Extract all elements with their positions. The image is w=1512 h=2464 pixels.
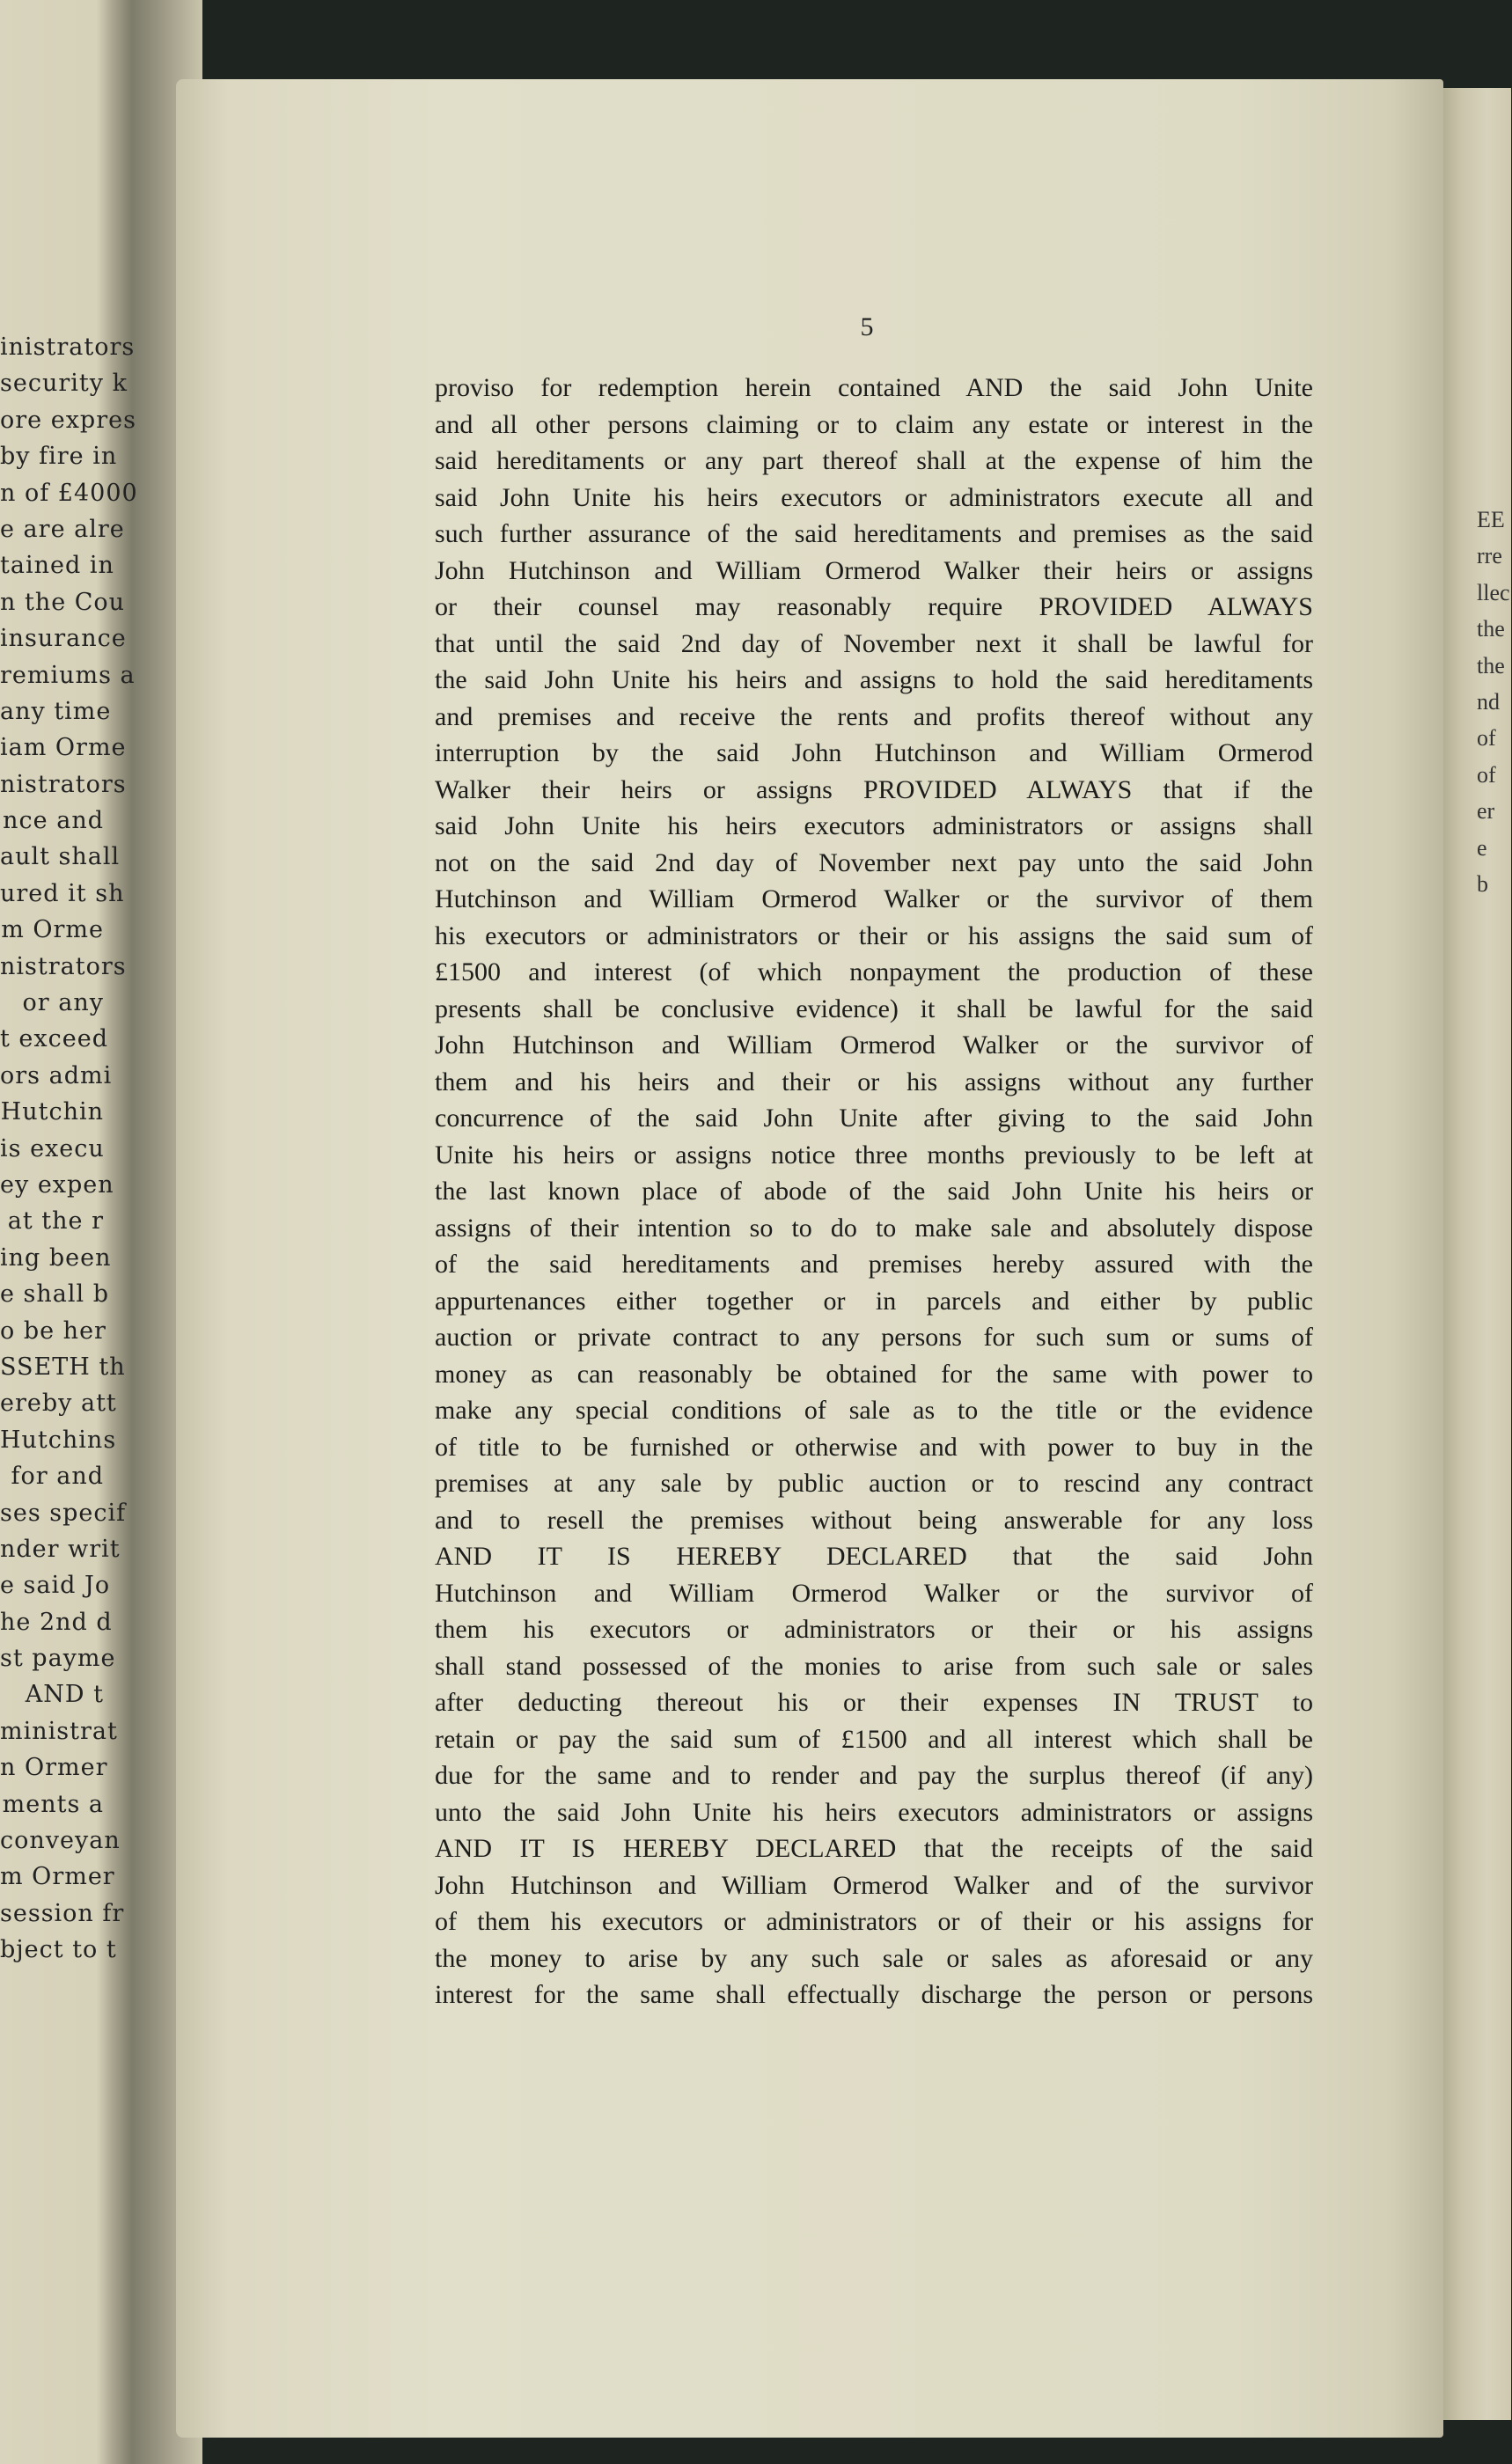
text-line: nce and bbox=[3, 807, 104, 835]
text-line: o be her bbox=[0, 1316, 106, 1345]
text-line: that until the said 2nd day of November next it shall be lawful for bbox=[435, 628, 1313, 658]
text-line: money as can reasonably be obtained for the same with power to bbox=[435, 1359, 1313, 1389]
text-line: the last known place of abode of the said John Unite his heirs or bbox=[435, 1177, 1313, 1206]
text-line: not on the said 2nd day of November next pay unto the said John bbox=[435, 847, 1313, 877]
text-line: remiums a bbox=[0, 661, 136, 689]
text-line: ing been bbox=[0, 1243, 112, 1272]
text-line: insurance bbox=[0, 625, 127, 653]
text-line: SSETH th bbox=[0, 1353, 126, 1381]
text-line: he 2nd d bbox=[0, 1608, 113, 1636]
text-line: and premises and receive the rents and profits thereof without any bbox=[435, 701, 1313, 731]
text-line: nd bbox=[1477, 688, 1500, 715]
left-facing-page bbox=[0, 0, 202, 2464]
text-line: make any special conditions of sale as to the title or the evidence bbox=[435, 1396, 1313, 1425]
text-line: st payme bbox=[0, 1645, 116, 1673]
text-line: concurrence of the said John Unite after giving to the said John bbox=[435, 1104, 1313, 1133]
text-line: said John Unite his heirs executors or administrators execute all and bbox=[435, 482, 1313, 512]
text-line: inistrators bbox=[0, 334, 136, 361]
text-line: auction or private contract to any persons for such sum or sums of bbox=[435, 1323, 1313, 1352]
text-line: proviso for redemption herein contained AND the said John Unite bbox=[435, 373, 1313, 402]
text-line: ured it sh bbox=[0, 879, 125, 907]
text-line: of them his executors or administrators or of their or his assigns for bbox=[435, 1907, 1313, 1936]
text-line: Hutchinson and William Ormerod Walker or the survivor of bbox=[435, 1578, 1313, 1608]
text-line: due for the same and to render and pay the surplus thereof (if any) bbox=[435, 1761, 1313, 1790]
right-page-text bbox=[1477, 502, 1512, 902]
text-line: or their counsel may reasonably require PROVIDED ALWAYS bbox=[435, 592, 1313, 621]
text-line: shall stand possessed of the monies to arise from such sale or sales bbox=[435, 1651, 1313, 1681]
text-line: after deducting thereout his or their expenses IN TRUST to bbox=[435, 1688, 1313, 1717]
text-line: for and bbox=[11, 1463, 104, 1491]
text-line: at the r bbox=[7, 1207, 104, 1236]
text-line: them his executors or administrators or their or his assigns bbox=[435, 1615, 1313, 1644]
text-line: tained in bbox=[0, 552, 114, 580]
page-number: 5 bbox=[860, 312, 874, 341]
text-line: er bbox=[1477, 798, 1495, 825]
text-line: e are alre bbox=[0, 515, 125, 543]
text-line: ey expen bbox=[0, 1170, 114, 1199]
text-line: appurtenances either together or in parcels and either by public bbox=[435, 1286, 1313, 1316]
text-line: retain or pay the said sum of £1500 and all interest which shall be bbox=[435, 1724, 1313, 1754]
scan-background bbox=[0, 0, 1511, 84]
text-line: the said John Unite his heirs and assigns to hold the said hereditaments bbox=[435, 665, 1313, 694]
text-line: of bbox=[1477, 725, 1496, 752]
text-line: interruption by the said John Hutchinson and William Ormerod bbox=[435, 738, 1313, 767]
text-line: AND IT IS HEREBY DECLARED that the receipts of the said bbox=[435, 1834, 1313, 1863]
text-line: ors admi bbox=[0, 1061, 113, 1089]
text-line: and all other persons claiming or to claim any estate or interest in the bbox=[435, 409, 1313, 439]
text-line: rre bbox=[1477, 543, 1502, 569]
text-line: John Hutchinson and William Ormerod Walker or the survivor of bbox=[435, 1030, 1313, 1060]
text-line: ore expres bbox=[0, 406, 136, 434]
text-line: of the said hereditaments and premises hereby assured with the bbox=[435, 1250, 1313, 1279]
text-line: such further assurance of the said hereditaments and premises as the said bbox=[435, 519, 1313, 548]
text-line: EE bbox=[1477, 507, 1505, 532]
text-line: interest for the same shall effectually discharge the person or persons bbox=[435, 1980, 1313, 2009]
text-line: nistrators bbox=[0, 770, 127, 798]
text-line: of bbox=[1477, 761, 1496, 788]
text-line: e shall b bbox=[0, 1280, 110, 1309]
text-line: ereby att bbox=[0, 1390, 117, 1418]
text-line: n the Cou bbox=[0, 588, 126, 616]
text-line: presents shall be conclusive evidence) it shall be lawful for the said bbox=[435, 994, 1313, 1023]
text-line: n of £4000 bbox=[0, 479, 138, 507]
text-line: ses specif bbox=[0, 1499, 127, 1527]
text-line: bject to t bbox=[0, 1936, 117, 1964]
text-line: Walker their heirs or assigns PROVIDED ALWAYS that if the bbox=[435, 774, 1313, 804]
text-line: or any bbox=[22, 989, 104, 1017]
text-line: t exceed bbox=[0, 1025, 109, 1053]
text-line: any time bbox=[0, 697, 112, 725]
text-line: said John Unite his heirs executors administrators or assigns shall bbox=[435, 811, 1313, 840]
text-line: and to resell the premises without being answerable for any loss bbox=[435, 1505, 1313, 1535]
text-line: conveyan bbox=[0, 1827, 121, 1855]
text-line: n Ormer bbox=[0, 1754, 108, 1782]
text-line: Unite his heirs or assigns notice three months previously to be left at bbox=[435, 1140, 1313, 1170]
text-line: said hereditaments or any part thereof shall at the expense of him the bbox=[435, 446, 1313, 475]
text-line: John Hutchinson and William Ormerod Walker and of the survivor bbox=[435, 1870, 1313, 1900]
text-line: llec bbox=[1477, 579, 1510, 605]
text-line: AND IT IS HEREBY DECLARED that the said John bbox=[435, 1542, 1313, 1571]
right-facing-page-edge bbox=[1435, 88, 1511, 2420]
text-line: ments a bbox=[2, 1790, 104, 1818]
text-line: assigns of their intention so to do to make sale and absolutely dispose bbox=[435, 1213, 1313, 1243]
text-line: premises at any sale by public auction or to rescind any contract bbox=[435, 1469, 1313, 1498]
text-line: AND t bbox=[25, 1681, 104, 1709]
text-line: m Ormer bbox=[0, 1863, 115, 1891]
text-line: m Orme bbox=[1, 916, 104, 944]
text-line: security k bbox=[0, 370, 128, 398]
text-line: nistrators bbox=[0, 952, 127, 980]
text-line: session fr bbox=[0, 1899, 125, 1927]
text-line: the bbox=[1477, 652, 1505, 678]
text-line: of title to be furnished or otherwise and with power to buy in the bbox=[435, 1432, 1313, 1462]
text-line: Hutchins bbox=[0, 1426, 117, 1454]
left-page-text bbox=[0, 329, 138, 1969]
text-line: Hutchin bbox=[0, 1098, 104, 1126]
text-line: ministrat bbox=[0, 1717, 118, 1745]
body-text bbox=[435, 370, 1313, 2013]
text-line: iam Orme bbox=[0, 734, 127, 762]
text-line: e said Jo bbox=[0, 1572, 111, 1600]
text-line: John Hutchinson and William Ormerod Walker their heirs or assigns bbox=[435, 555, 1313, 585]
text-line: them and his heirs and their or his assigns without any further bbox=[435, 1067, 1313, 1096]
text-line: the money to arise by any such sale or sales as aforesaid or any bbox=[435, 1943, 1313, 1973]
text-line: nder writ bbox=[0, 1535, 121, 1563]
text-line: Hutchinson and William Ormerod Walker or the survivor of them bbox=[435, 884, 1313, 913]
text-line: ault shall bbox=[0, 843, 121, 871]
text-line: the bbox=[1477, 616, 1505, 642]
text-line: unto the said John Unite his heirs executors administrators or assigns bbox=[435, 1797, 1313, 1827]
text-line: b bbox=[1477, 870, 1488, 897]
text-line: £1500 and interest (of which nonpayment the production of these bbox=[435, 957, 1313, 986]
text-line: e bbox=[1477, 834, 1487, 861]
text-line: is execu bbox=[0, 1134, 105, 1162]
text-line: his executors or administrators or their or his assigns the said sum of bbox=[435, 920, 1313, 950]
text-line: by fire in bbox=[0, 443, 118, 471]
